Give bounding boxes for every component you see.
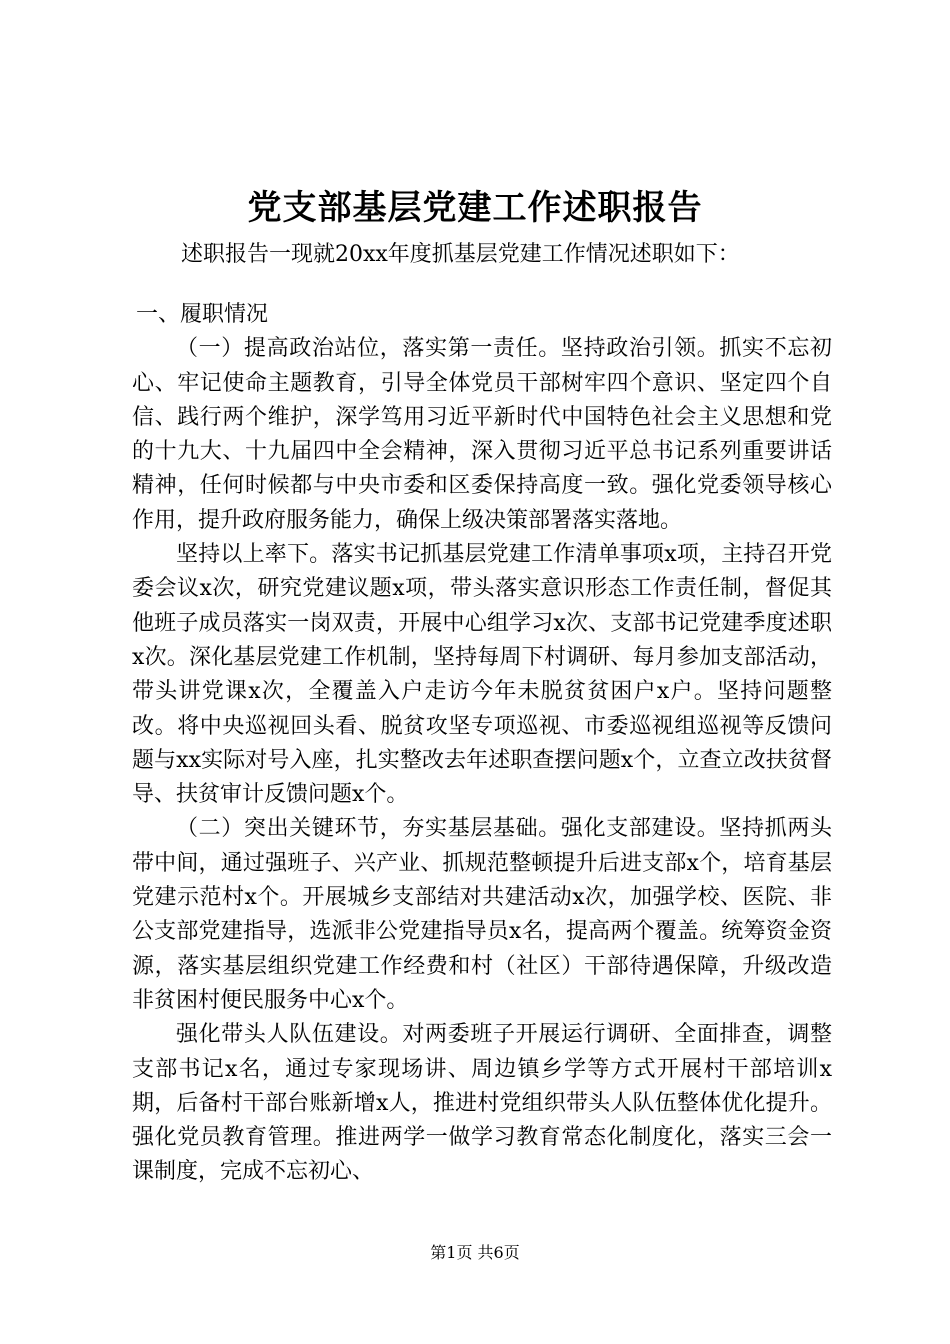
page-footer: 第1页 共6页 xyxy=(430,1243,520,1262)
paragraph-1: （一）提高政治站位，落实第一责任。坚持政治引领。抓实不忘初心、牢记使命主题教育，引导全体党员干部树牢四个意识、坚定四个自信、践行两个维护，深学笃用习近平新时代中国特色社会主义思想和党的十九大、十九届四中全会精神，深入贯彻习近平总书记系列重要讲话精神，任何时候都与中央市委和区委保持高度一致。强化党委领导核心作用，提升政府服务能力，确保上级决策部署落实落地。 xyxy=(132,336,832,533)
section-heading: 一、履职情况 xyxy=(136,302,269,327)
intro-line: 述职报告一现就20xx年度抓基层党建工作情况述职如下： xyxy=(181,242,740,267)
paragraph-4: 强化带头人队伍建设。对两委班子开展运行调研、全面排查，调整支部书记x名，通过专家现场讲、周边镇乡学等方式开展村干部培训x期，后备村干部台账新增x人，推进村党组织带头人队伍整体优化提升。强化党员教育管理。推进两学一做学习教育常态化制度化，落实三会一课制度，完成不忘初心、 xyxy=(132,1022,832,1185)
document-body xyxy=(132,298,832,1190)
paragraph-3: （二）突出关键环节，夯实基层基础。强化支部建设。坚持抓两头带中间，通过强班子、兴产业、抓规范整顿提升后进支部x个，培育基层党建示范村x个。开展城乡支部结对共建活动x次，加强学校、医院、非公支部党建指导，选派非公党建指导员x名，提高两个覆盖。统筹资金资源，落实基层组织党建工作经费和村（社区）干部待遇保障，升级改造非贫困村便民服务中心x个。 xyxy=(132,816,832,1013)
paragraph-2: 坚持以上率下。落实书记抓基层党建工作清单事项x项，主持召开党委会议x次，研究党建议题x项，带头落实意识形态工作责任制，督促其他班子成员落实一岗双责，开展中心组学习x次、支部书记党建季度述职x次。深化基层党建工作机制，坚持每周下村调研、每月参加支部活动，带头讲党课x次，全覆盖入户走访今年未脱贫贫困户x户。坚持问题整改。将中央巡视回头看、脱贫攻坚专项巡视、市委巡视组巡视等反馈问题与xx实际对号入座，扎实整改去年述职查摆问题x个，立查立改扶贫督导、扶贫审计反馈问题x个。 xyxy=(132,542,832,808)
document-title: 党支部基层党建工作述职报告 xyxy=(247,188,703,228)
